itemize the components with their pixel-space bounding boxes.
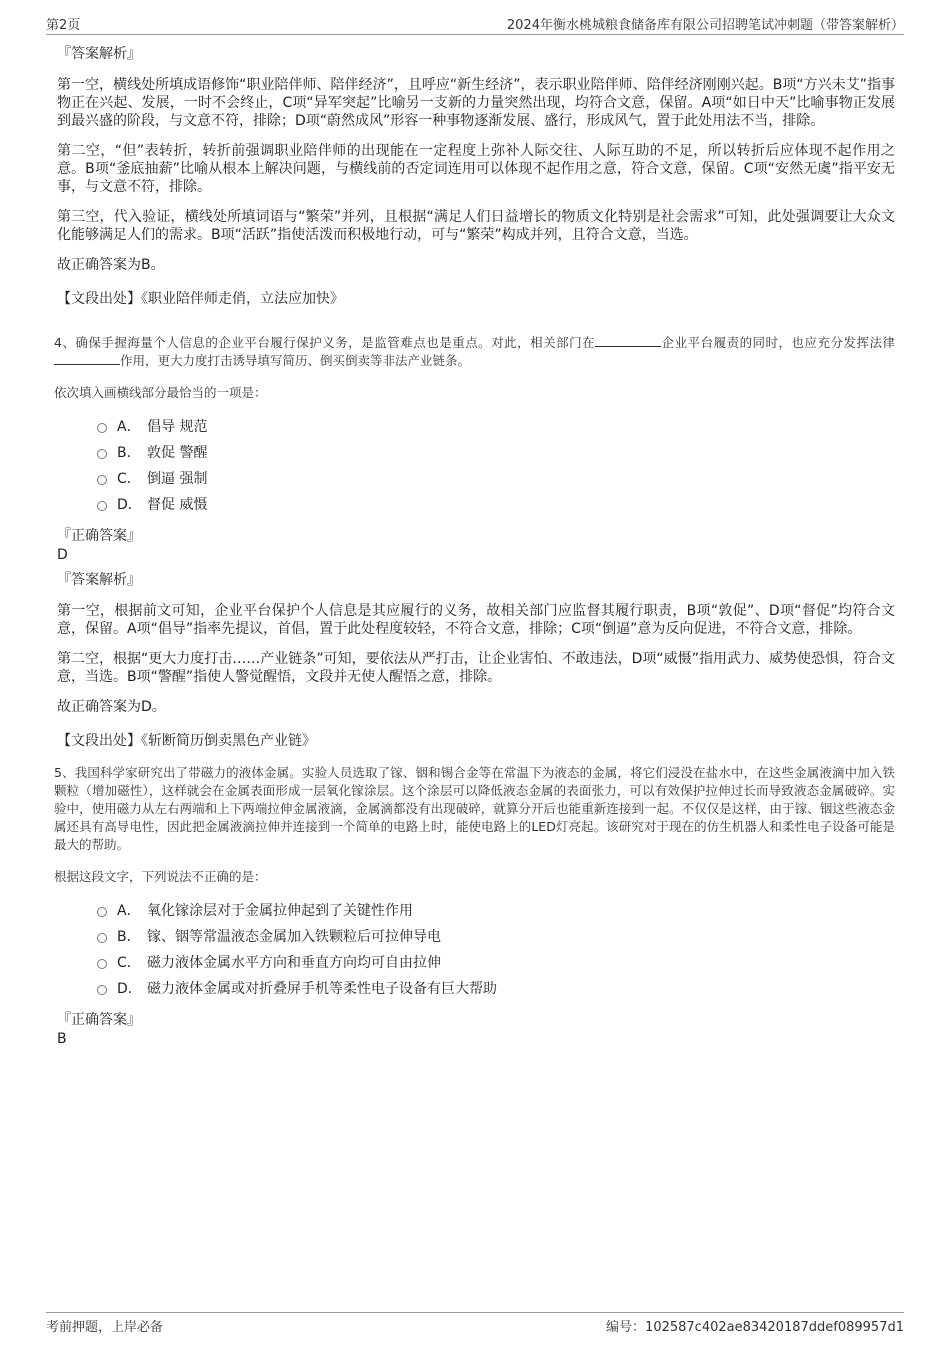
q3-analysis-para-1: 第一空，横线处所填成语修饰“职业陪伴师、陪伴经济”，且呼应“新生经济”，表示职业陪伴师、陪伴经济刚刚兴起。B项“方兴未艾”指事物正在兴起、发展，一时不会终止，C项“异军突起”比喻另一支新的力量突然出现，均符合文意，保留。A项“如日中天”比喻事物正发展到最兴盛的阶段，与文意不符，排除；D项“蔚然成风”形容一种事物逐渐发展、盛行，形成风气，置于此处用法不当，排除。 (57, 77, 895, 129)
radio-icon[interactable] (97, 423, 107, 433)
q4-analysis-para-2: 第二空，根据“更大力度打击……产业链条”可知，要依法从严打击，让企业害怕、不敢违法，D项“威慑”指用武力、威势使恐惧，符合文意，当选。B项“警醒”指使人警觉醒悟，文段并无使人醒悟之意，排除。 (57, 651, 895, 685)
page-header (46, 14, 904, 35)
radio-icon[interactable] (97, 933, 107, 943)
q4-source (57, 732, 895, 750)
q5-option-d[interactable]: D． 磁力液体金属或对折叠屏手机等柔性电子设备有巨大帮助 (97, 976, 895, 1002)
page-number: 第2页 (46, 18, 81, 33)
blank-line (54, 352, 120, 365)
q5-stem: 5、我国科学家研究出了带磁力的液体金属。实验人员选取了镓、铟和锡合金等在常温下为液态的金属，将它们浸没在盐水中，在这些金属液滴中加入铁颗粒（增加磁性），这样就会在金属表面形成一层氧化镓涂层。这个涂层可以降低液态金属的表面张力，可以有效保护拉伸过长而导致液态金属破碎。实验中，使用磁力从左右两端和上下两端拉伸金属液滴，金属滴都没有出现破碎，就算分开后也能重新连接到一起。不仅仅是这样，由于镓、铟这些液态金属还具有高导电性，因此把金属液滴拉伸并连接到一个简单的电路上时，能使电路上的LED灯亮起。该研究对于现在的仿生机器人和柔性电子设备可能是最大的帮助。 (54, 765, 895, 852)
q4-option-d[interactable]: D． 督促 威慑 (97, 492, 895, 518)
q5-correct-label: 『正确答案』 (57, 1012, 141, 1028)
footer-slogan: 考前押题，上岸必备 (46, 1320, 164, 1335)
document-id: 编号：102587c402ae83420187ddef089957d1 (606, 1320, 904, 1335)
q4-option-a[interactable]: A． 倡导 规范 (97, 414, 895, 440)
q3-source (57, 290, 895, 308)
q3-source-title: 《职业陪伴师走俏，立法应加快》 (141, 291, 344, 307)
source-label: 【文段出处】 (57, 291, 141, 307)
page-footer (46, 1312, 904, 1335)
q5-option-c[interactable]: C． 磁力液体金属水平方向和垂直方向均可自由拉伸 (97, 950, 895, 976)
q4-answer: D (57, 547, 68, 563)
q4-option-b[interactable]: B． 敦促 警醒 (97, 440, 895, 466)
q4-analysis-label: 『答案解析』 (57, 572, 141, 588)
q4-source-title: 《斩断简历倒卖黑色产业链》 (141, 733, 316, 749)
q4-option-c[interactable]: C． 倒逼 强制 (97, 466, 895, 492)
q4-stem: 4、确保手握海量个人信息的企业平台履行保护义务，是监管难点也是重点。对此，相关部门在 企业平台履责的同时，也应充分发挥法律作用，更大力度打击诱导填写简历、倒买倒卖等非法产业链条。 (54, 335, 895, 368)
q4-prompt: 依次填入画横线部分最恰当的一项是： (54, 385, 267, 400)
page-content (54, 44, 895, 1048)
q5-option-a[interactable]: A． 氧化镓涂层对于金属拉伸起到了关键性作用 (97, 898, 895, 924)
q4-conclusion: 故正确答案为D。 (57, 699, 166, 715)
q3-analysis-label: 『答案解析』 (57, 46, 141, 62)
q3-conclusion: 故正确答案为B。 (57, 257, 165, 273)
q4-analysis-para-1: 第一空，根据前文可知，企业平台保护个人信息是其应履行的义务，故相关部门应监督其履行职责，B项“敦促”、D项“督促”均符合文意，保留。A项“倡导”指率先提议，首倡，置于此处程度较轻，不符合文意，排除；C项“倒逼”意为反向促进，不符合文意，排除。 (57, 603, 895, 637)
q5-option-b[interactable]: B． 镓、铟等常温液态金属加入铁颗粒后可拉伸导电 (97, 924, 895, 950)
radio-icon[interactable] (97, 501, 107, 511)
q3-analysis-para-2: 第二空，“但”表转折，转折前强调职业陪伴师的出现能在一定程度上弥补人际交往、人际互助的不足，所以转折后应体现不起作用之意。B项“釜底抽薪”比喻从根本上解决问题，与横线前的否定词连用可以体现不起作用之意，符合文意，保留。C项“安然无虞”指平安无事，与文意不符，排除。 (57, 143, 895, 195)
source-label: 【文段出处】 (57, 733, 141, 749)
q5-options (97, 898, 895, 1002)
q3-analysis-para-3: 第三空，代入验证，横线处所填词语与“繁荣”并列，且根据“满足人们日益增长的物质文化特别是社会需求”可知，此处强调要让大众文化能够满足人们的需求。B项“活跃”指使活泼而积极地行动，可与“繁荣”构成并列，且符合文意，当选。 (57, 209, 895, 243)
radio-icon[interactable] (97, 449, 107, 459)
radio-icon[interactable] (97, 959, 107, 969)
q4-options (97, 414, 895, 518)
radio-icon[interactable] (97, 985, 107, 995)
blank-line (595, 334, 661, 347)
q4-correct-label: 『正确答案』 (57, 528, 141, 544)
radio-icon[interactable] (97, 475, 107, 485)
q5-prompt: 根据这段文字，下列说法不正确的是： (54, 869, 267, 884)
q5-answer: B (57, 1031, 67, 1047)
document-title: 2024年衡水桃城粮食储备库有限公司招聘笔试冲刺题（带答案解析） (506, 18, 904, 33)
radio-icon[interactable] (97, 907, 107, 917)
